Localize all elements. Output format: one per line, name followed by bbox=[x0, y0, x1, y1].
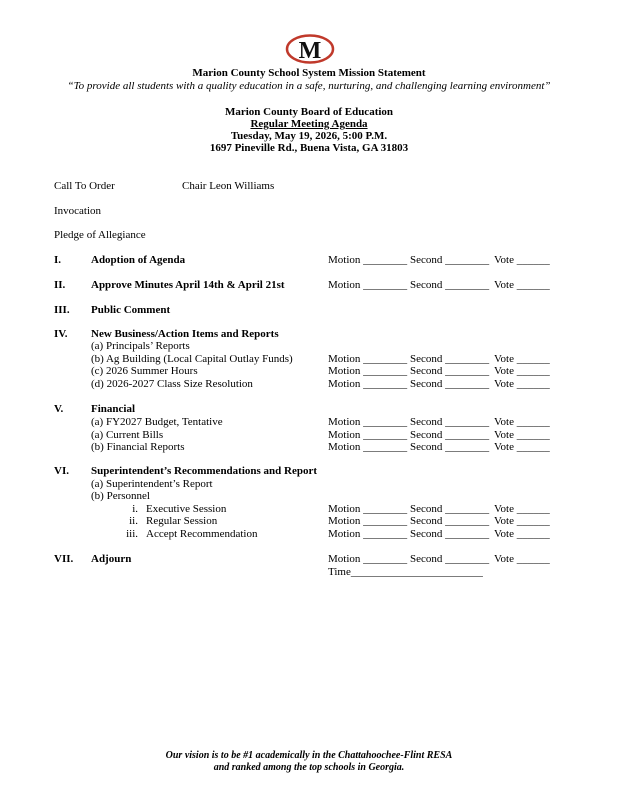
sub-item-number: iii. bbox=[126, 528, 138, 540]
second-blank: Second ________ bbox=[410, 378, 490, 390]
motion-blank: Motion ________ bbox=[328, 528, 408, 540]
agenda-item: (d) 2026-2027 Class Size Resolution bbox=[91, 378, 253, 390]
section-number: II. bbox=[54, 279, 66, 291]
vote-blank: Vote ______ bbox=[494, 365, 550, 377]
sub-item-number: i. bbox=[132, 503, 138, 515]
pledge: Pledge of Allegiance bbox=[54, 229, 146, 241]
section-number: IV. bbox=[54, 328, 68, 340]
motion-blank: Motion ________ bbox=[328, 429, 408, 441]
second-blank: Second ________ bbox=[410, 254, 490, 266]
section-number: V. bbox=[54, 403, 64, 415]
vote-blank: Vote ______ bbox=[494, 553, 550, 565]
section-title: Public Comment bbox=[91, 304, 171, 316]
motion-blank: Motion ________ bbox=[328, 553, 408, 565]
second-blank: Second ________ bbox=[410, 429, 490, 441]
second-blank: Second ________ bbox=[410, 365, 490, 377]
second-blank: Second ________ bbox=[410, 279, 490, 291]
vote-blank: Vote ______ bbox=[494, 515, 550, 527]
second-blank: Second ________ bbox=[410, 528, 490, 540]
motion-blank: Motion ________ bbox=[328, 353, 408, 365]
motion-blank: Motion ________ bbox=[328, 515, 408, 527]
second-blank: Second ________ bbox=[410, 553, 490, 565]
motion-blank: Motion ________ bbox=[328, 365, 408, 377]
agenda-item: (a) Current Bills bbox=[91, 429, 164, 441]
vote-blank: Vote ______ bbox=[494, 429, 550, 441]
sub-item: Accept Recommendation bbox=[146, 528, 258, 540]
vote-blank: Vote ______ bbox=[494, 378, 550, 390]
agenda-item: (a) Superintendent’s Report bbox=[91, 478, 213, 490]
second-blank: Second ________ bbox=[410, 353, 490, 365]
vote-blank: Vote ______ bbox=[494, 441, 550, 453]
school-logo bbox=[285, 34, 335, 64]
second-blank: Second ________ bbox=[410, 503, 490, 515]
meeting-address: 1697 Pineville Rd., Buena Vista, GA 31803 bbox=[209, 142, 409, 154]
section-title: Adjourn bbox=[91, 553, 132, 565]
section-number: I. bbox=[54, 254, 62, 266]
board-name: Marion County Board of Education bbox=[224, 106, 394, 118]
sub-item: Executive Session bbox=[146, 503, 227, 515]
mission-title: Marion County School System Mission Statement bbox=[192, 67, 426, 79]
call-to-order: Call To Order bbox=[54, 180, 115, 192]
motion-blank: Motion ________ bbox=[328, 416, 408, 428]
motion-blank: Motion ________ bbox=[328, 503, 408, 515]
section-number: VI. bbox=[54, 465, 69, 477]
sub-item: Regular Session bbox=[146, 515, 218, 527]
vote-blank: Vote ______ bbox=[494, 416, 550, 428]
vision-line-1: Our vision is to be #1 academically in the Chattahoochee-Flint RESA bbox=[165, 750, 453, 761]
section-title: Financial bbox=[91, 403, 136, 415]
agenda-title: Regular Meeting Agenda bbox=[250, 118, 368, 130]
second-blank: Second ________ bbox=[410, 416, 490, 428]
logo-letter: M bbox=[298, 38, 322, 64]
second-blank: Second ________ bbox=[410, 441, 490, 453]
section-number: VII. bbox=[54, 553, 74, 565]
vote-blank: Vote ______ bbox=[494, 528, 550, 540]
section-title: Superintendent’s Recommendations and Report bbox=[91, 465, 318, 477]
vote-blank: Vote ______ bbox=[494, 254, 550, 266]
agenda-item: (b) Financial Reports bbox=[91, 441, 185, 453]
agenda-item: (b) Ag Building (Local Capital Outlay Funds) bbox=[91, 353, 293, 365]
vote-blank: Vote ______ bbox=[494, 503, 550, 515]
agenda-item: (a) Principals’ Reports bbox=[91, 340, 190, 352]
motion-blank: Motion ________ bbox=[328, 279, 408, 291]
invocation: Invocation bbox=[54, 205, 102, 217]
chair-name: Chair Leon Williams bbox=[182, 180, 275, 192]
sub-item-number: ii. bbox=[129, 515, 138, 527]
section-number: III. bbox=[54, 304, 70, 316]
section-title: New Business/Action Items and Reports bbox=[91, 328, 279, 340]
meeting-date: Tuesday, May 19, 2026, 5:00 P.M. bbox=[230, 130, 388, 142]
agenda-item: (c) 2026 Summer Hours bbox=[91, 365, 198, 377]
vote-blank: Vote ______ bbox=[494, 279, 550, 291]
motion-blank: Motion ________ bbox=[328, 441, 408, 453]
vision-line-2: and ranked among the top schools in Georgia. bbox=[213, 762, 405, 773]
mission-text: “To provide all students with a quality education in a safe, nurturing, and challenging learning environment” bbox=[67, 80, 551, 92]
motion-blank: Motion ________ bbox=[328, 254, 408, 266]
section-title: Approve Minutes April 14th & April 21st bbox=[91, 279, 285, 291]
time-blank: Time________________________ bbox=[328, 566, 483, 578]
agenda-item: (a) FY2027 Budget, Tentative bbox=[91, 416, 223, 428]
second-blank: Second ________ bbox=[410, 515, 490, 527]
agenda-item: (b) Personnel bbox=[91, 490, 150, 502]
vote-blank: Vote ______ bbox=[494, 353, 550, 365]
section-title: Adoption of Agenda bbox=[91, 254, 186, 266]
motion-blank: Motion ________ bbox=[328, 378, 408, 390]
